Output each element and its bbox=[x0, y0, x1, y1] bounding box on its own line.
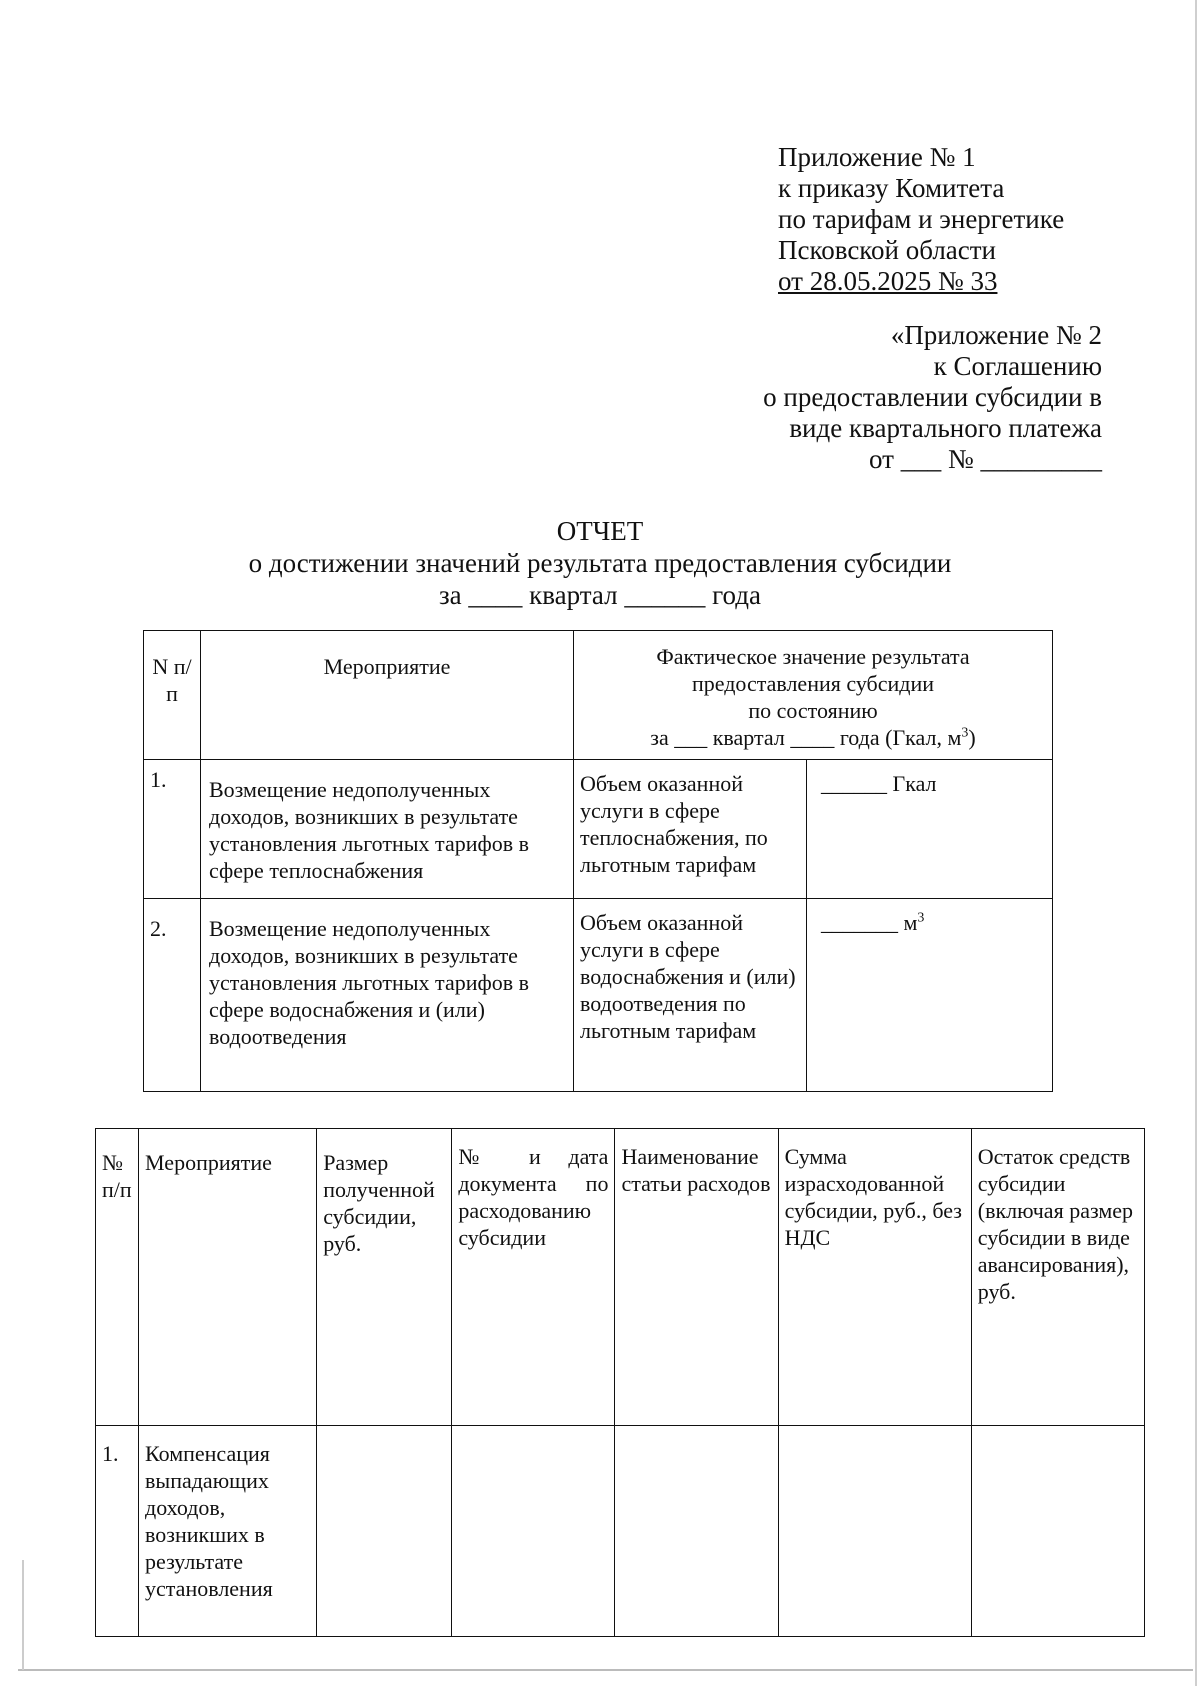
row-num: 1. bbox=[144, 760, 201, 899]
row-value-text: _______ м bbox=[821, 910, 918, 935]
row-event: Возмещение недополученных доходов, возникших в результате установления льготных тарифов в сфере водоснабжения и (или) водоотведения bbox=[201, 899, 574, 1092]
row-subsidy bbox=[317, 1426, 452, 1637]
appendix-2-line: «Приложение № 2 bbox=[890, 320, 1102, 350]
header-fact-line: Фактическое значение результата bbox=[656, 644, 970, 669]
header-fact bbox=[574, 631, 1053, 760]
header-subsidy: Размер полученной субсидии, руб. bbox=[317, 1129, 452, 1426]
appendix-2-line: к Соглашению bbox=[933, 351, 1102, 381]
row-event: Компенсация выпадающих доходов, возникших в результате установления bbox=[139, 1426, 317, 1637]
header-document: № и дата документа по расходованию субсидии bbox=[452, 1129, 615, 1426]
header-fact-line bbox=[580, 724, 1046, 751]
row-spent bbox=[778, 1426, 971, 1637]
appendix-1-date: от 28.05.2025 № 33 bbox=[778, 266, 998, 296]
table-row bbox=[144, 899, 1053, 1092]
results-table-header bbox=[144, 631, 1053, 760]
report-title: ОТЧЕТ bbox=[556, 516, 644, 546]
row-indicator: Объем оказанной услуги в сфере водоснабжения и (или) водоотведения по льготным тарифам bbox=[574, 899, 807, 1092]
scan-edge-vertical bbox=[1195, 0, 1197, 1686]
results-table bbox=[143, 630, 1053, 1092]
header-fact-period: за ___ квартал ____ года (Гкал, м bbox=[650, 725, 962, 750]
appendix-1-line: по тарифам и энергетике bbox=[778, 204, 1065, 234]
header-num: № п/п bbox=[96, 1129, 139, 1426]
row-article bbox=[615, 1426, 778, 1637]
expenditure-table bbox=[95, 1128, 1145, 1637]
appendix-2-line: о предоставлении субсидии в bbox=[763, 382, 1102, 412]
row-value-text: ______ Гкал bbox=[821, 771, 937, 796]
row-balance bbox=[971, 1426, 1144, 1637]
appendix-2-line: виде квартального платежа bbox=[789, 413, 1102, 443]
expenditure-table-header bbox=[96, 1129, 1145, 1426]
row-value bbox=[807, 899, 1053, 1092]
header-spent: Сумма израсходованной субсидии, руб., без НДС bbox=[778, 1129, 971, 1426]
header-fact-sup: 3 bbox=[961, 725, 969, 741]
header-num: N п/п bbox=[144, 631, 201, 760]
scan-edge-horizontal bbox=[18, 1669, 1193, 1671]
row-event: Возмещение недополученных доходов, возникших в результате установления льготных тарифов в сфере теплоснабжения bbox=[201, 760, 574, 899]
appendix-1-line: Приложение № 1 bbox=[778, 142, 976, 172]
appendix-1-line: Псковской области bbox=[778, 235, 997, 265]
row-num: 2. bbox=[144, 899, 201, 1092]
appendix-1-header bbox=[778, 142, 1064, 297]
table-row bbox=[144, 760, 1053, 899]
header-event: Мероприятие bbox=[139, 1129, 317, 1426]
report-period: за ____ квартал ______ года bbox=[439, 580, 761, 610]
header-fact-line: по состоянию bbox=[748, 698, 878, 723]
row-num: 1. bbox=[96, 1426, 139, 1637]
row-indicator: Объем оказанной услуги в сфере теплоснабжения, по льготным тарифам bbox=[574, 760, 807, 899]
header-fact-end: ) bbox=[968, 725, 976, 750]
appendix-2-header bbox=[690, 320, 1102, 475]
header-fact-line: предоставления субсидии bbox=[691, 671, 935, 696]
appendix-2-line: от ___ № _________ bbox=[869, 444, 1102, 474]
header-balance: Остаток средств субсидии (включая размер субсидии в виде авансирования), руб. bbox=[971, 1129, 1144, 1426]
row-value-sup: 3 bbox=[917, 910, 925, 926]
row-document bbox=[452, 1426, 615, 1637]
appendix-1-line: к приказу Комитета bbox=[778, 173, 1005, 203]
report-subtitle: о достижении значений результата предоставления субсидии bbox=[248, 548, 952, 578]
row-value bbox=[807, 760, 1053, 899]
header-article: Наименование статьи расходов bbox=[615, 1129, 778, 1426]
table-row bbox=[96, 1426, 1145, 1637]
header-event: Мероприятие bbox=[201, 631, 574, 760]
scan-edge-left bbox=[22, 1560, 24, 1670]
